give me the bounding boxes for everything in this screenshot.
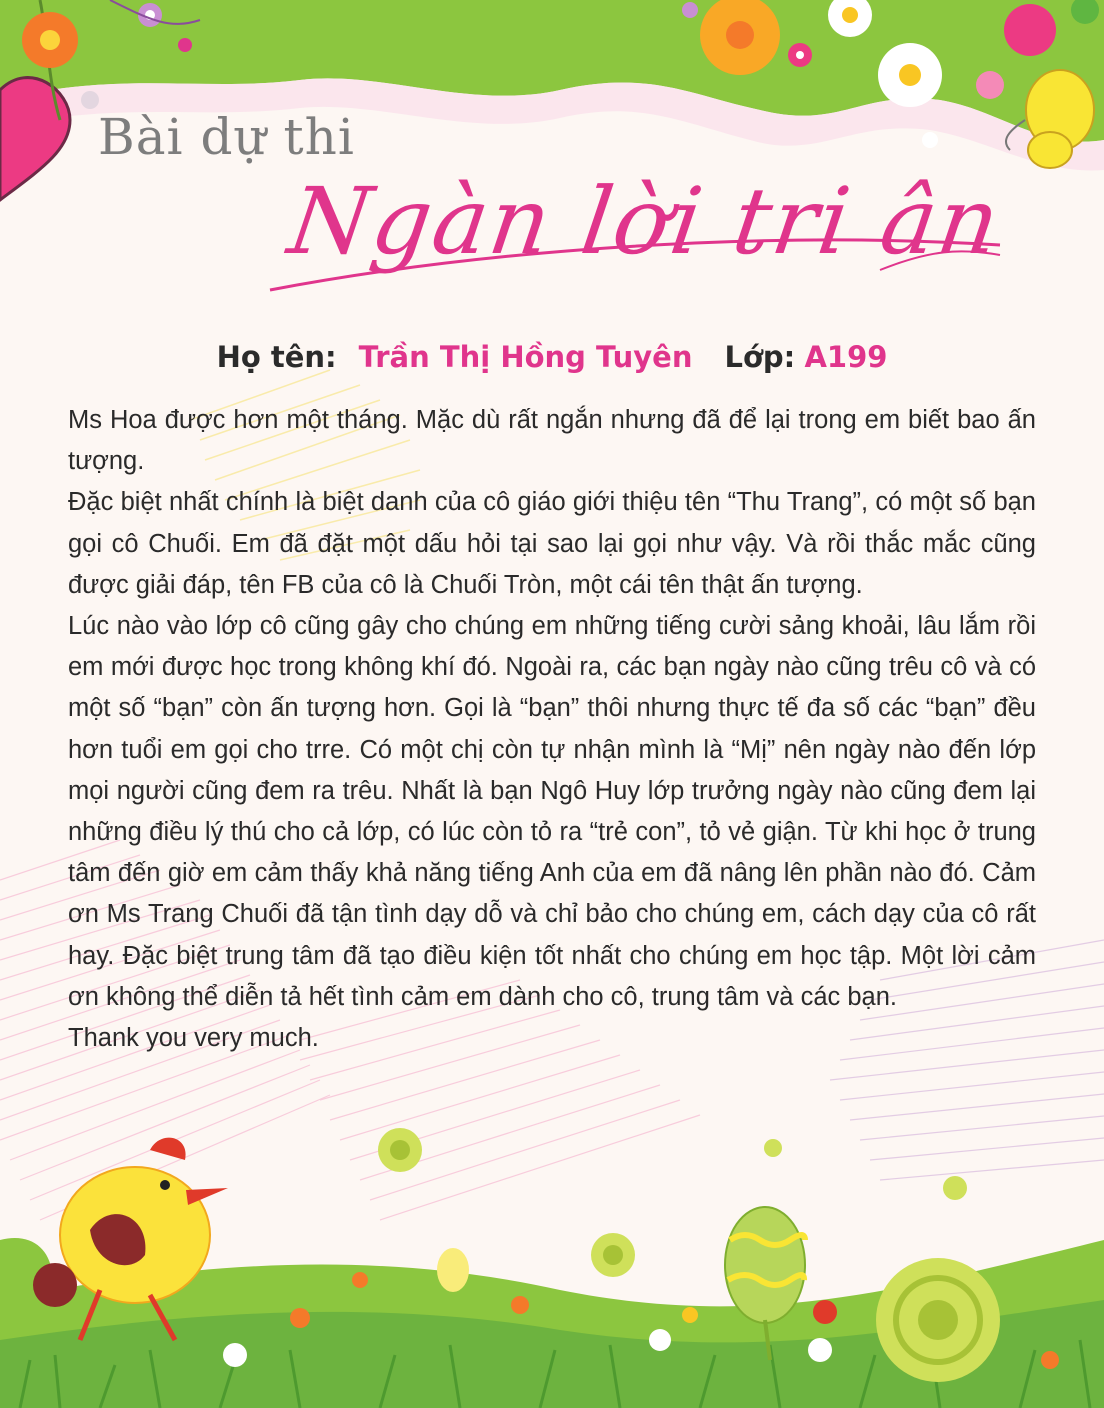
title-big: Ngàn lời tri ân [282,168,1008,275]
letter-body [68,400,1036,1059]
paragraph: Đặc biệt nhất chính là biệt danh của cô giáo giới thiệu tên “Thu Trang”, có một số bạn gọi cô Chuối. Em đã đặt một dấu hỏi tại sao lại gọi như vậy. Và rồi thắc mắc cũng được giải đáp, tên FB của cô là Chuối Tròn, một cái tên thật ấn tượng. [68,488,1036,599]
title-small: Bài dự thi [98,108,355,166]
class-label: Lớp: [724,340,796,374]
paragraph: Thank you very much. [68,1024,319,1053]
participant-name: Trần Thị Hồng Tuyên [358,340,693,374]
paragraph: Ms Hoa được hơn một tháng. Mặc dù rất ngắn nhưng đã để lại trong em biết bao ấn tượng. [68,406,1036,476]
participant-info [0,340,1104,374]
paragraph: Lúc nào vào lớp cô cũng gây cho chúng em những tiếng cười sảng khoải, lâu lắm rồi em mới được học trong không khí đó. Ngoài ra, các bạn ngày nào cũng trêu cô và có một số “bạn” còn ấn tượng hơn. Gọi là “bạn” thôi nhưng thực tế đa số các “bạn” đều hơn tuổi em gọi cho trre. Có một chị còn tự nhận mình là “Mị” nên ngày nào đến lớp mọi người cũng đem ra trêu. Nhất là bạn Ngô Huy lớp trưởng ngày nào cũng đem lại những điều lý thú cho cả lớp, có lúc còn tỏ ra “trẻ con”, tỏ vẻ giận. Từ khi học ở trung tâm đến giờ em cảm thấy khả năng tiếng Anh của em đã nâng lên phần nào đó. Cảm ơn Ms Trang Chuối đã tận tình dạy dỗ và chỉ bảo cho chúng em, cách dạy của cô rất hay. Đặc biệt trung tâm đã tạo điều kiện tốt nhất cho chúng em học tập. Một lời cảm ơn không thể diễn tả hết tình cảm em dành cho cô, trung tâm và các bạn. [68,612,1036,1011]
name-label: Họ tên: [216,340,337,374]
participant-class: A199 [804,340,888,374]
